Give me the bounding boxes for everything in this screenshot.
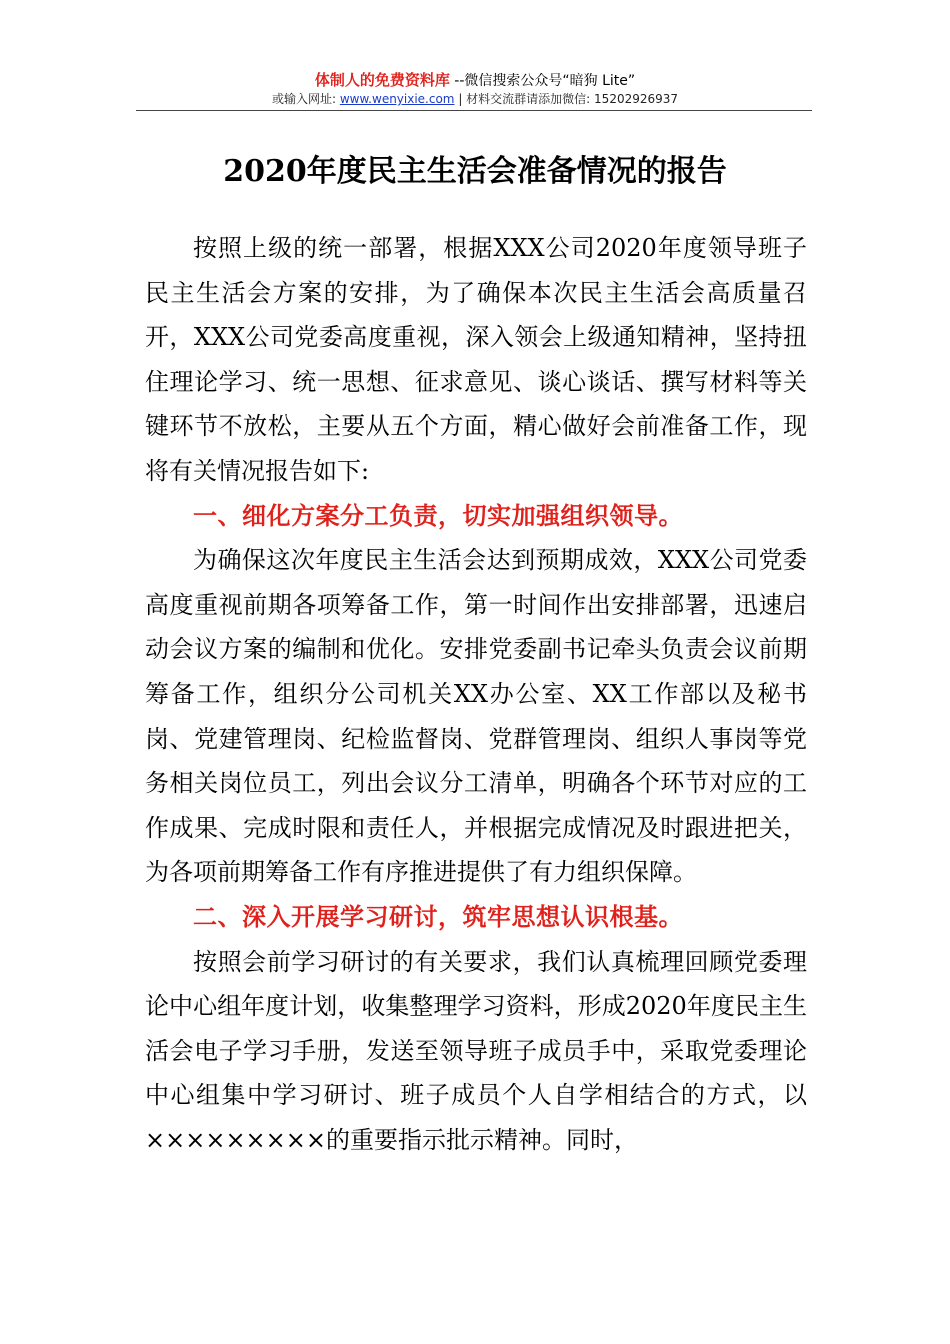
header-tagline: --微信搜索公众号“暗狗 Lite”: [454, 73, 636, 89]
header-contact: | 材料交流群请添加微信: 15202926937: [458, 92, 679, 106]
section-2-heading: 二、深入开展学习研讨，筑牢思想认识根基。: [193, 902, 683, 931]
section-2-paragraph: 按照会前学习研讨的有关要求，我们认真梳理回顾党委理论中心组年度计划，收集整理学习资料，形成2020年度民主生活会电子学习手册，发送至领导班子成员手中，采取党委理论中心组集中学习研讨、班子成员个人自学相结合的方式，以×××××××××的重要指示批示精神。同时，: [145, 947, 807, 1154]
section-1-paragraph: 为确保这次年度民主生活会达到预期成效，XXX公司党委高度重视前期各项筹备工作，第一时间作出安排部署，迅速启动会议方案的编制和优化。安排党委副书记牵头负责会议前期筹备工作，组织分公司机关XX办公室、XX工作部以及秘书岗、党建管理岗、纪检监督岗、党群管理岗、组织人事岗等党务相关岗位员工，列出会议分工清单，明确各个环节对应的工作成果、完成时限和责任人，并根据完成情况及时跟进把关，为各项前期筹备工作有序推进提供了有力组织保障。: [145, 546, 807, 887]
document-title: 2020年度民主生活会准备情况的报告: [223, 154, 727, 189]
header-divider: [136, 110, 812, 111]
header-line-1: [0, 70, 950, 90]
page-header: [0, 70, 950, 108]
intro-paragraph: 按照上级的统一部署，根据XXX公司2020年度领导班子民主生活会方案的安排，为了确保本次民主生活会高质量召开，XXX公司党委高度重视，深入领会上级通知精神，坚持扭住理论学习、统一思想、征求意见、谈心谈话、撰写材料等关键环节不放松，主要从五个方面，精心做好会前准备工作，现将有关情况报告如下:: [145, 234, 807, 485]
section-1-heading: 一、细化方案分工负责，切实加强组织领导。: [193, 501, 683, 530]
header-brand: 体制人的免费资料库: [314, 71, 450, 89]
header-url-link[interactable]: www.wenyixie.com: [339, 92, 455, 106]
header-line-2: [0, 90, 950, 108]
header-url-prefix: 或输入网址:: [271, 92, 337, 106]
document-body: [145, 226, 807, 1162]
